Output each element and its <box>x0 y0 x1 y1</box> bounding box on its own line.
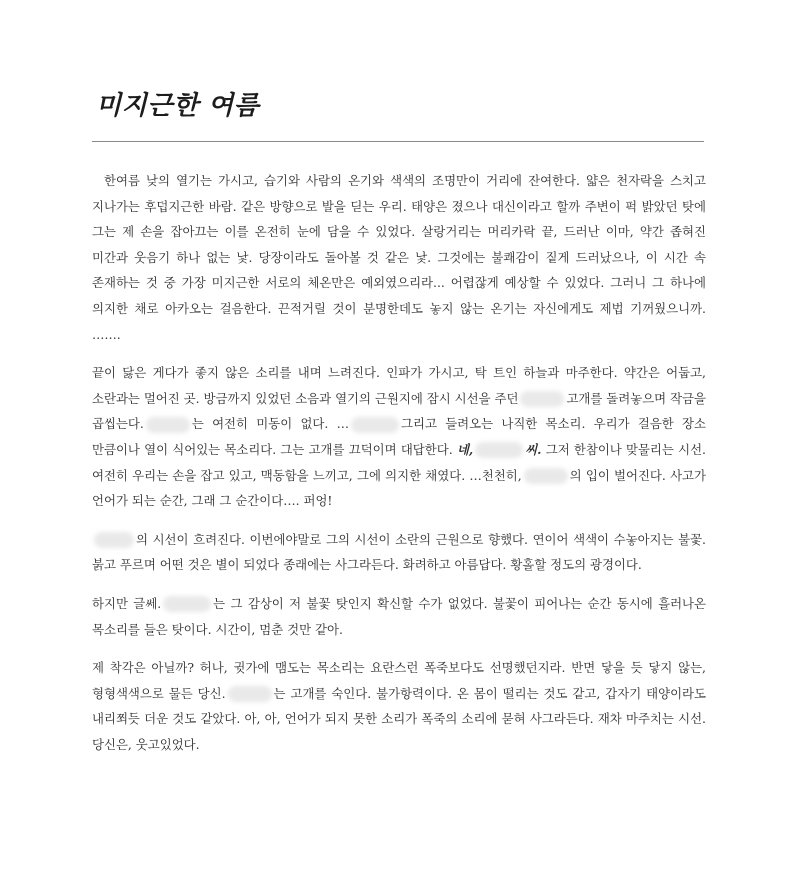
paragraph-2-text-b: 고개를 돌려놓으며 작금을 곱씹는다. <box>92 390 706 432</box>
redacted-name <box>94 532 134 548</box>
paragraph-4-text-b: 는 그 감상이 저 불꽃 탓인지 확신할 수가 없었다. 불꽃이 피어나는 순간 동시에 흘러나온 목소리를 들은 탓이다. 시간이, 멈춘 것만 같아. <box>92 595 706 637</box>
paragraph-4-text-a: 하지만 글쎄. <box>92 595 162 611</box>
paragraph-3 <box>92 527 706 578</box>
paragraph-5-text-a: 제 착각은 아닐까? 허나, 귓가에 맴도는 목소리는 요란스런 폭죽보다도 선명했던지라. 반면 닿을 듯 닿지 않는, 형형색색으로 물든 당신. <box>92 660 706 701</box>
dialogue-emphasis-suffix: 씨. <box>525 441 542 457</box>
document-title: 미지근한 여름 <box>96 91 260 121</box>
document-body <box>92 168 706 770</box>
paragraph-5-text-b: 는 고개를 숙인다. 불가항력이다. 온 몸이 떨리는 것도 같고, 갑자기 태양이라도 내리쬐듯 더운 것도 같았다. 아, 아, 언어가 되지 못한 소리가 폭죽의 소리에 묻혀 사그라든다. 재차 마주치는 시선. 당신은, 웃고있었다. <box>92 685 706 752</box>
paragraph-2 <box>92 360 706 514</box>
paragraph-1-text: 한여름 낮의 열기는 가시고, 습기와 사람의 온기와 색색의 조명만이 거리에 잔여한다. 얇은 천자락을 스치고 지나가는 후덥지근한 바람. 같은 방향으로 발을 딛는 우리. 태양은 졌으나 대신이라고 할까 주변이 퍽 밝았던 탓에 그는 제 손을 잡아끄는 이를 온전히 눈에 담을 수 있었다. 살랑거리는 머리카락 끝, 드러난 이마, 약간 좁혀진 미간과 웃음기 하나 없는 낯. 당장이라도 돌아볼 것 같은 낯. 그것에는 불쾌감이 짙게 드러났으나, 이 시간 속 존재하는 것 중 가장 미지근한 서로의 체온만은 예외였으리라... 어렵잖게 예상할 수 있었다. 그러니 그 하나에 의지한 채로 아카오는 걸음한다. 끈적거릴 것이 분명한데도 놓지 않는 온기는 자신에게도 제법 기꺼웠으니까. ……. <box>92 173 706 342</box>
paragraph-2-text-d: 그리고 들려오는 나직한 목소리. 우리가 걸음한 장소 만큼이나 열이 식어있는 목소리다. 그는 고개를 끄덕이며 대답한다. <box>92 416 706 457</box>
paragraph-1 <box>92 168 706 347</box>
paragraph-2-text-g: 그저 한참이나 맞물리는 시선. 여전히 우리는 손을 잡고 있고, 맥동함을 느끼고, 그에 의지한 채였다. …천천히, <box>92 441 706 483</box>
dialogue-emphasis: 네, <box>456 441 474 457</box>
redacted-name <box>146 417 190 433</box>
redacted-name <box>524 468 568 484</box>
paragraph-2-text-c: 는 여전히 미동이 없다. … <box>191 416 350 432</box>
paragraph-5 <box>92 655 706 757</box>
redacted-name <box>475 442 523 458</box>
title-divider <box>92 141 704 142</box>
redacted-name <box>228 686 272 702</box>
paragraph-4 <box>92 591 706 642</box>
redacted-name <box>351 417 399 433</box>
paragraph-3-text-a: 의 시선이 흐려진다. 이번에야말로 그의 시선이 소란의 근원으로 향했다. 연이어 색색이 수놓아지는 불꽃. 붉고 푸르며 어떤 것은 별이 되었다 종래에는 사그라든다. 화려하고 아름답다. 황홀할 정도의 광경이다. <box>92 531 706 573</box>
paragraph-2-text-h: 의 입이 벌어진다. 사고가 언어가 되는 순간, 그래 그 순간이다…. 퍼엉! <box>92 467 706 509</box>
paragraph-2-text-a: 끝이 닳은 게다가 좋지 않은 소리를 내며 느려진다. 인파가 가시고, 탁 트인 하늘과 마주한다. 약간은 어둡고, 소란과는 멀어진 곳. 방금까지 있었던 소음과 열기의 근원지에 잠시 시선을 주던 <box>92 365 706 406</box>
redacted-name <box>520 391 564 407</box>
redacted-name <box>163 596 211 612</box>
